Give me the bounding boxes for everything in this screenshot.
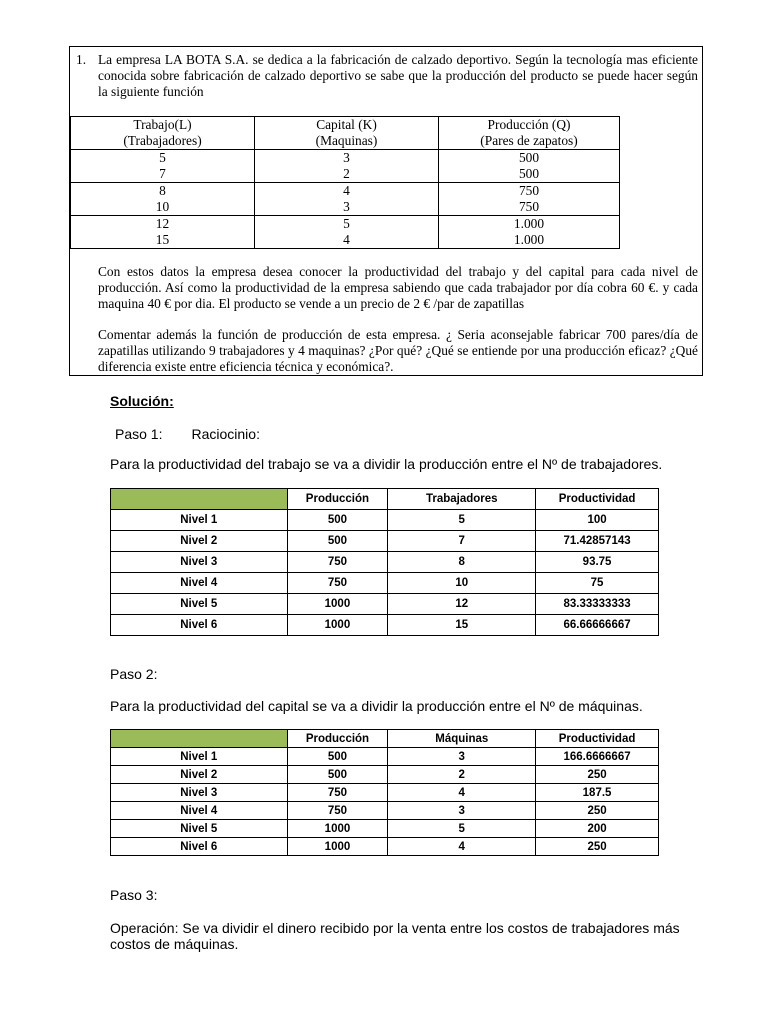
level-cell: Nivel 5 <box>111 594 288 615</box>
header-corner <box>111 730 288 748</box>
machines-cell: 3 <box>388 802 536 820</box>
step1-description: Para la productividad del trabajo se va a dividir la producción entre el Nº de trabajadores. <box>110 456 663 472</box>
productivity-cell: 187.5 <box>536 784 659 802</box>
level-cell: Nivel 2 <box>111 766 288 784</box>
cell-value: 7 <box>159 166 166 181</box>
step2-description: Para la productividad del capital se va a dividir la producción entre el Nº de máquinas. <box>110 698 643 714</box>
level-cell: Nivel 6 <box>111 838 288 856</box>
production-table-row <box>71 150 620 183</box>
level-cell: Nivel 6 <box>111 615 288 636</box>
solution-title: Solución: <box>110 393 174 409</box>
labor-table-header-row <box>111 489 659 510</box>
step3-description: Operación: Se va dividir el dinero recibido por la venta entre los costos de trabajadores más costos de máquinas. <box>110 920 680 952</box>
cell-value: 500 <box>518 166 540 181</box>
cell-value: 10 <box>155 199 170 214</box>
header-capital <box>255 117 439 150</box>
level-cell: Nivel 5 <box>111 820 288 838</box>
table-row <box>111 510 659 531</box>
header-production-line2: (Pares de zapatos) <box>480 133 578 148</box>
table-row <box>111 820 659 838</box>
level-cell: Nivel 4 <box>111 802 288 820</box>
production-cell: 1000 <box>287 615 388 636</box>
table-row <box>111 615 659 636</box>
cell-value: 3 <box>343 199 350 214</box>
cell-value: 2 <box>343 166 350 181</box>
machines-cell: 5 <box>388 820 536 838</box>
production-cell: 500 <box>287 766 388 784</box>
productivity-cell: 200 <box>536 820 659 838</box>
cell-value: 750 <box>518 183 540 198</box>
production-cell: 750 <box>287 552 388 573</box>
level-cell: Nivel 2 <box>111 531 288 552</box>
level-cell: Nivel 3 <box>111 784 288 802</box>
header-production: Producción <box>287 489 388 510</box>
productivity-cell: 83.33333333 <box>536 594 659 615</box>
header-productivity: Productividad <box>536 489 659 510</box>
machines-cell: 4 <box>388 784 536 802</box>
header-corner <box>111 489 288 510</box>
header-productivity: Productividad <box>536 730 659 748</box>
table-row <box>111 838 659 856</box>
cell-value: 1.000 <box>513 232 545 247</box>
table-row <box>111 531 659 552</box>
production-table-row <box>71 216 620 249</box>
table-row <box>111 766 659 784</box>
step2-heading: Paso 2: <box>110 666 158 682</box>
capital-productivity-table <box>110 729 659 856</box>
productivity-cell: 93.75 <box>536 552 659 573</box>
cell-value: 500 <box>518 150 540 165</box>
production-cell: 1000 <box>287 838 388 856</box>
workers-cell: 15 <box>388 615 536 636</box>
cell-value: 4 <box>343 232 350 247</box>
problem-intro: La empresa LA BOTA S.A. se dedica a la fabricación de calzado deportivo. Según la tecnología mas eficiente conocida sobre fabricación de calzado deportivo se sabe que la producción del producto se puede hacer según la siguiente función <box>98 52 698 99</box>
productivity-cell: 166.6666667 <box>536 748 659 766</box>
problem-box <box>69 46 703 376</box>
machines-cell: 2 <box>388 766 536 784</box>
productivity-cell: 100 <box>536 510 659 531</box>
level-cell: Nivel 3 <box>111 552 288 573</box>
production-cell: 500 <box>287 510 388 531</box>
production-cell: 500 <box>287 748 388 766</box>
production-cell: 1000 <box>287 594 388 615</box>
productivity-cell: 250 <box>536 838 659 856</box>
problem-questions: Comentar además la función de producción de esta empresa. ¿ Seria aconsejable fabricar 700 pares/día de zapatillas utilizando 9 trabajadores y 4 maquinas? ¿Por qué? ¿Qué se entiende por una producción eficaz? ¿Qué diferencia existe entre eficiencia técnica y económica?. <box>98 327 698 374</box>
level-cell: Nivel 1 <box>111 510 288 531</box>
table-row <box>111 784 659 802</box>
cell-value: 12 <box>155 216 170 231</box>
header-production: Producción <box>287 730 388 748</box>
labor-productivity-table <box>110 488 659 636</box>
table-row <box>111 552 659 573</box>
cell-value: 750 <box>518 199 540 214</box>
capital-table-header-row <box>111 730 659 748</box>
header-production-line1: Producción (Q) <box>487 117 571 132</box>
production-table-row <box>71 183 620 216</box>
labor-table-body <box>111 510 659 636</box>
cell-value: 1.000 <box>513 216 545 231</box>
cell-labor <box>71 150 255 183</box>
workers-cell: 8 <box>388 552 536 573</box>
header-labor <box>71 117 255 150</box>
cell-labor <box>71 216 255 249</box>
production-cell: 750 <box>287 573 388 594</box>
table-row <box>111 748 659 766</box>
step1-name: Raciocinio: <box>191 426 260 442</box>
problem-number: 1. <box>76 52 87 67</box>
machines-cell: 3 <box>388 748 536 766</box>
header-capital-line2: (Maquinas) <box>315 133 378 148</box>
cell-value: 5 <box>159 150 166 165</box>
cell-production <box>439 183 620 216</box>
production-function-table <box>70 116 620 249</box>
production-cell: 500 <box>287 531 388 552</box>
cell-production <box>439 216 620 249</box>
cell-labor <box>71 183 255 216</box>
cell-value: 3 <box>343 150 350 165</box>
workers-cell: 7 <box>388 531 536 552</box>
step1-label: Paso 1: <box>115 426 163 442</box>
cell-capital <box>255 150 439 183</box>
table-row <box>111 573 659 594</box>
cell-production <box>439 150 620 183</box>
table-row <box>111 802 659 820</box>
problem-data-text: Con estos datos la empresa desea conocer la productividad del trabajo y del capital para cada nivel de producción. Así como la productividad de la empresa sabiendo que cada trabajador por día cobra 60 €. y cada maquina 40 € por dia. El producto se vende a un precio de 2 € /par de zapatillas <box>98 264 698 311</box>
cell-value: 15 <box>155 232 170 247</box>
level-cell: Nivel 4 <box>111 573 288 594</box>
productivity-cell: 75 <box>536 573 659 594</box>
machines-cell: 4 <box>388 838 536 856</box>
productivity-cell: 250 <box>536 802 659 820</box>
header-labor-line2: (Trabajadores) <box>123 133 202 148</box>
header-capital-line1: Capital (K) <box>316 117 377 132</box>
header-production <box>439 117 620 150</box>
production-cell: 750 <box>287 802 388 820</box>
level-cell: Nivel 1 <box>111 748 288 766</box>
production-table-header-row <box>71 117 620 150</box>
header-machines: Máquinas <box>388 730 536 748</box>
cell-capital <box>255 216 439 249</box>
cell-capital <box>255 183 439 216</box>
cell-value: 8 <box>159 183 166 198</box>
productivity-cell: 66.66666667 <box>536 615 659 636</box>
workers-cell: 5 <box>388 510 536 531</box>
table-row <box>111 594 659 615</box>
capital-table-body <box>111 748 659 856</box>
cell-value: 5 <box>343 216 350 231</box>
cell-value: 4 <box>343 183 350 198</box>
header-labor-line1: Trabajo(L) <box>133 117 192 132</box>
step3-heading: Paso 3: <box>110 887 158 903</box>
productivity-cell: 250 <box>536 766 659 784</box>
production-cell: 1000 <box>287 820 388 838</box>
header-workers: Trabajadores <box>388 489 536 510</box>
step1-heading <box>115 426 260 442</box>
workers-cell: 12 <box>388 594 536 615</box>
production-cell: 750 <box>287 784 388 802</box>
workers-cell: 10 <box>388 573 536 594</box>
productivity-cell: 71.42857143 <box>536 531 659 552</box>
